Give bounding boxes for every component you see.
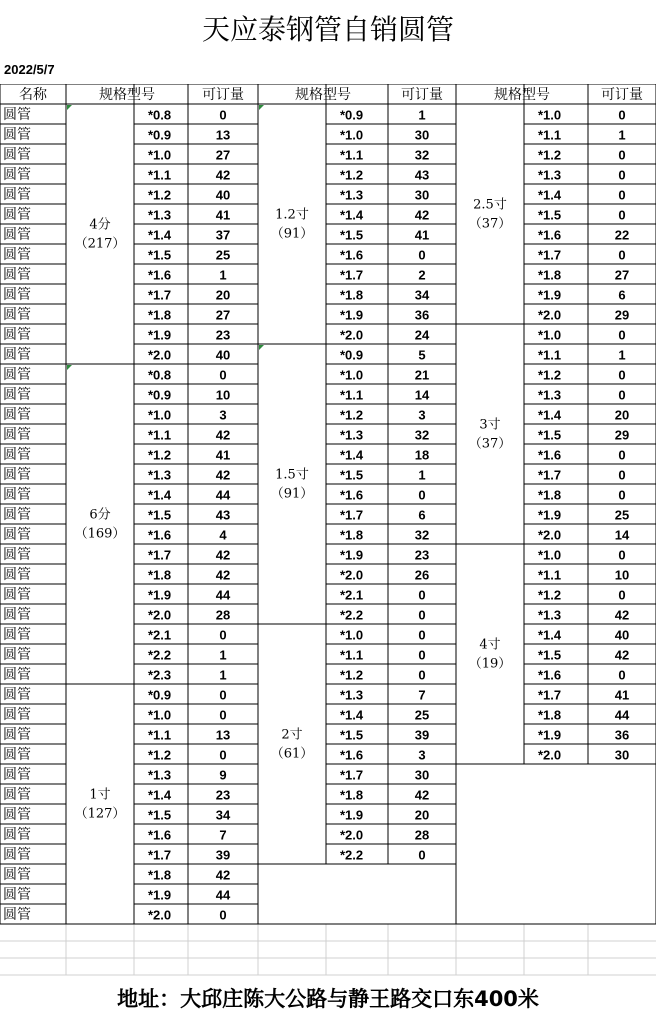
spec-value[interactable]: *2.2 [340, 607, 364, 623]
spec-value[interactable]: *1.6 [538, 667, 562, 683]
spec-value[interactable]: *1.6 [148, 527, 172, 543]
item-name[interactable]: 圆管 [3, 247, 31, 263]
spec-value[interactable]: *1.9 [340, 807, 364, 823]
spec-value[interactable]: *1.6 [340, 247, 364, 263]
spec-value[interactable]: *2.1 [148, 627, 172, 643]
pipe-size-label[interactable]: 1.2寸 [275, 207, 309, 223]
date-cell[interactable]: 2022/5/7 [4, 62, 55, 77]
quantity-value[interactable]: 0 [618, 207, 626, 223]
spec-value[interactable]: *1.9 [538, 287, 562, 303]
quantity-value[interactable]: 5 [418, 347, 426, 363]
item-name[interactable]: 圆管 [3, 567, 31, 583]
item-name[interactable]: 圆管 [3, 507, 31, 523]
quantity-value[interactable]: 43 [215, 507, 231, 523]
spec-value[interactable]: *1.1 [148, 167, 172, 183]
spec-value[interactable]: *1.1 [148, 727, 172, 743]
quantity-value[interactable]: 44 [215, 587, 231, 603]
quantity-value[interactable]: 1 [618, 347, 626, 363]
spec-value[interactable]: *1.4 [148, 487, 172, 503]
spec-value[interactable]: *1.4 [538, 187, 562, 203]
spec-value[interactable]: *2.0 [538, 747, 562, 763]
quantity-value[interactable]: 32 [414, 427, 430, 443]
item-name[interactable]: 圆管 [3, 347, 31, 363]
quantity-value[interactable]: 0 [418, 627, 426, 643]
item-name[interactable]: 圆管 [3, 487, 31, 503]
item-name[interactable]: 圆管 [3, 887, 31, 903]
spec-value[interactable]: *2.0 [148, 347, 172, 363]
quantity-value[interactable]: 21 [414, 367, 430, 383]
spec-value[interactable]: *1.0 [340, 627, 364, 643]
spec-value[interactable]: *1.2 [340, 667, 364, 683]
quantity-value[interactable]: 34 [414, 287, 430, 303]
quantity-value[interactable]: 1 [418, 107, 426, 123]
item-name[interactable]: 圆管 [3, 627, 31, 643]
spec-value[interactable]: *2.3 [148, 667, 172, 683]
pipe-size-label[interactable]: 6分 [89, 507, 111, 523]
quantity-value[interactable]: 1 [219, 667, 227, 683]
quantity-value[interactable]: 27 [215, 147, 231, 163]
quantity-value[interactable]: 0 [219, 107, 227, 123]
header-spec[interactable]: 规格型号 [99, 87, 155, 103]
quantity-value[interactable]: 3 [418, 747, 426, 763]
spec-value[interactable]: *1.7 [148, 547, 172, 563]
quantity-value[interactable]: 40 [215, 187, 231, 203]
spec-value[interactable]: *1.4 [538, 407, 562, 423]
quantity-value[interactable]: 0 [418, 247, 426, 263]
quantity-value[interactable]: 10 [215, 387, 231, 403]
spec-value[interactable]: *1.8 [340, 527, 364, 543]
spec-value[interactable]: *1.6 [538, 447, 562, 463]
item-name[interactable]: 圆管 [3, 867, 31, 883]
spec-value[interactable]: *1.9 [340, 307, 364, 323]
quantity-value[interactable]: 0 [418, 607, 426, 623]
pipe-size-total[interactable]: （127） [74, 806, 126, 822]
spec-value[interactable]: *1.5 [340, 467, 364, 483]
quantity-value[interactable]: 30 [614, 747, 630, 763]
spec-value[interactable]: *1.8 [148, 867, 172, 883]
spec-value[interactable]: *1.2 [148, 747, 172, 763]
quantity-value[interactable]: 25 [614, 507, 630, 523]
spec-value[interactable]: *2.0 [148, 907, 172, 923]
quantity-value[interactable]: 7 [219, 827, 227, 843]
item-name[interactable]: 圆管 [3, 547, 31, 563]
spec-value[interactable]: *1.9 [148, 887, 172, 903]
quantity-value[interactable]: 6 [618, 287, 626, 303]
spec-value[interactable]: *1.4 [148, 227, 172, 243]
quantity-value[interactable]: 4 [219, 527, 227, 543]
spec-value[interactable]: *1.7 [148, 847, 172, 863]
quantity-value[interactable]: 39 [414, 727, 430, 743]
spec-value[interactable]: *1.0 [148, 707, 172, 723]
item-name[interactable]: 圆管 [3, 607, 31, 623]
spec-value[interactable]: *1.0 [148, 147, 172, 163]
quantity-value[interactable]: 2 [418, 267, 426, 283]
spec-value[interactable]: *1.7 [340, 767, 364, 783]
quantity-value[interactable]: 42 [614, 607, 630, 623]
quantity-value[interactable]: 23 [215, 787, 231, 803]
cell-note-marker [67, 365, 72, 370]
item-name[interactable]: 圆管 [3, 787, 31, 803]
spec-value[interactable]: *1.5 [340, 727, 364, 743]
spec-value[interactable]: *1.2 [538, 587, 562, 603]
quantity-value[interactable]: 0 [219, 367, 227, 383]
quantity-value[interactable]: 39 [215, 847, 231, 863]
pipe-size-total[interactable]: （37） [468, 216, 512, 232]
spec-value[interactable]: *2.0 [340, 827, 364, 843]
spec-value[interactable]: *1.4 [340, 207, 364, 223]
quantity-value[interactable]: 27 [614, 267, 630, 283]
quantity-value[interactable]: 0 [618, 107, 626, 123]
spec-value[interactable]: *2.0 [340, 327, 364, 343]
quantity-value[interactable]: 40 [614, 627, 630, 643]
spec-value[interactable]: *0.8 [148, 367, 172, 383]
header-spec[interactable]: 规格型号 [494, 87, 550, 103]
spec-value[interactable]: *1.3 [538, 387, 562, 403]
quantity-value[interactable]: 6 [418, 507, 426, 523]
pipe-size-total[interactable]: （61） [270, 746, 314, 762]
item-name[interactable]: 圆管 [3, 147, 31, 163]
item-name[interactable]: 圆管 [3, 707, 31, 723]
quantity-value[interactable]: 29 [614, 427, 630, 443]
item-name[interactable]: 圆管 [3, 827, 31, 843]
spec-value[interactable]: *1.1 [340, 147, 364, 163]
spec-value[interactable]: *1.8 [148, 567, 172, 583]
item-name[interactable]: 圆管 [3, 587, 31, 603]
quantity-value[interactable]: 27 [215, 307, 231, 323]
quantity-value[interactable]: 41 [414, 227, 430, 243]
spec-value[interactable]: *1.5 [538, 427, 562, 443]
item-name[interactable]: 圆管 [3, 167, 31, 183]
item-name[interactable]: 圆管 [3, 527, 31, 543]
spec-value[interactable]: *1.1 [538, 347, 562, 363]
quantity-value[interactable]: 0 [618, 467, 626, 483]
quantity-value[interactable]: 42 [215, 567, 231, 583]
spec-value[interactable]: *0.9 [148, 387, 172, 403]
inventory-table [0, 84, 656, 984]
item-name[interactable]: 圆管 [3, 807, 31, 823]
quantity-value[interactable]: 1 [418, 467, 426, 483]
spec-value[interactable]: *1.5 [538, 647, 562, 663]
pipe-size-total[interactable]: （217） [74, 236, 126, 252]
spec-value[interactable]: *1.1 [340, 387, 364, 403]
spec-value[interactable]: *1.7 [538, 687, 562, 703]
quantity-value[interactable]: 18 [414, 447, 430, 463]
quantity-value[interactable]: 0 [219, 627, 227, 643]
item-name[interactable]: 圆管 [3, 727, 31, 743]
spec-value[interactable]: *1.8 [538, 487, 562, 503]
spec-value[interactable]: *0.9 [340, 107, 364, 123]
spec-value[interactable]: *1.8 [538, 707, 562, 723]
quantity-value[interactable]: 41 [215, 207, 231, 223]
quantity-value[interactable]: 40 [215, 347, 231, 363]
spec-value[interactable]: *1.7 [538, 247, 562, 263]
spec-value[interactable]: *1.4 [340, 707, 364, 723]
quantity-value[interactable]: 0 [418, 647, 426, 663]
spec-value[interactable]: *1.8 [148, 307, 172, 323]
quantity-value[interactable]: 14 [614, 527, 630, 543]
cell-note-marker [259, 345, 264, 350]
spec-value[interactable]: *1.9 [148, 327, 172, 343]
item-name[interactable]: 圆管 [3, 127, 31, 143]
spec-value[interactable]: *1.3 [148, 207, 172, 223]
item-name[interactable]: 圆管 [3, 447, 31, 463]
item-name[interactable]: 圆管 [3, 847, 31, 863]
pipe-size-label[interactable]: 1.5寸 [275, 467, 309, 483]
spec-value[interactable]: *1.2 [148, 187, 172, 203]
spec-value[interactable]: *2.2 [148, 647, 172, 663]
cell-note-marker [259, 105, 264, 110]
spec-value[interactable]: *2.0 [538, 307, 562, 323]
spec-value[interactable]: *2.1 [340, 587, 364, 603]
quantity-value[interactable]: 25 [215, 247, 231, 263]
item-name[interactable]: 圆管 [3, 907, 31, 923]
spec-value[interactable]: *1.7 [148, 287, 172, 303]
spec-value[interactable]: *1.0 [340, 367, 364, 383]
quantity-value[interactable]: 28 [215, 607, 231, 623]
spec-value[interactable]: *1.5 [538, 207, 562, 223]
pipe-size-total[interactable]: （169） [74, 526, 126, 542]
quantity-value[interactable]: 1 [618, 127, 626, 143]
spec-value[interactable]: *1.8 [538, 267, 562, 283]
spec-value[interactable]: *1.5 [148, 807, 172, 823]
item-name[interactable]: 圆管 [3, 687, 31, 703]
item-name[interactable]: 圆管 [3, 747, 31, 763]
quantity-value[interactable]: 36 [614, 727, 630, 743]
header-qty[interactable]: 可订量 [601, 87, 643, 103]
spec-value[interactable]: *1.8 [340, 287, 364, 303]
spec-value[interactable]: *1.1 [538, 567, 562, 583]
header-name[interactable]: 名称 [19, 87, 47, 103]
pipe-size-label[interactable]: 4分 [89, 217, 111, 233]
spec-value[interactable]: *1.2 [538, 147, 562, 163]
spec-value[interactable]: *1.9 [538, 727, 562, 743]
quantity-value[interactable]: 0 [618, 147, 626, 163]
spec-value[interactable]: *0.9 [148, 127, 172, 143]
quantity-value[interactable]: 42 [215, 427, 231, 443]
item-name[interactable]: 圆管 [3, 667, 31, 683]
spec-value[interactable]: *1.3 [538, 167, 562, 183]
spec-value[interactable]: *0.9 [148, 687, 172, 703]
item-name[interactable]: 圆管 [3, 327, 31, 343]
quantity-value[interactable]: 24 [414, 327, 430, 343]
quantity-value[interactable]: 44 [215, 887, 231, 903]
quantity-value[interactable]: 0 [618, 447, 626, 463]
item-name[interactable]: 圆管 [3, 227, 31, 243]
spec-value[interactable]: *2.2 [340, 847, 364, 863]
quantity-value[interactable]: 0 [418, 847, 426, 863]
pipe-size-label[interactable]: 3寸 [479, 417, 501, 433]
spec-value[interactable]: *1.2 [538, 367, 562, 383]
quantity-value[interactable]: 32 [414, 527, 430, 543]
quantity-value[interactable]: 0 [618, 667, 626, 683]
spec-value[interactable]: *1.8 [340, 787, 364, 803]
quantity-value[interactable]: 30 [414, 187, 430, 203]
pipe-size-label[interactable]: 2寸 [281, 727, 303, 743]
quantity-value[interactable]: 0 [219, 687, 227, 703]
quantity-value[interactable]: 30 [414, 127, 430, 143]
spec-value[interactable]: *1.6 [148, 827, 172, 843]
spec-value[interactable]: *1.4 [148, 787, 172, 803]
quantity-value[interactable]: 14 [414, 387, 430, 403]
pipe-size-total[interactable]: （91） [270, 226, 314, 242]
spec-value[interactable]: *1.3 [148, 767, 172, 783]
spec-value[interactable]: *1.6 [340, 487, 364, 503]
pipe-size-label[interactable]: 1寸 [89, 787, 111, 803]
item-name[interactable]: 圆管 [3, 207, 31, 223]
spec-value[interactable]: *1.1 [340, 647, 364, 663]
quantity-value[interactable]: 0 [418, 487, 426, 503]
header-qty[interactable]: 可订量 [202, 87, 244, 103]
sheet-title: 天应泰钢管自销圆管 [201, 13, 454, 46]
item-name[interactable]: 圆管 [3, 267, 31, 283]
spec-value[interactable]: *1.0 [538, 107, 562, 123]
spec-value[interactable]: *1.1 [148, 427, 172, 443]
quantity-value[interactable]: 32 [414, 147, 430, 163]
spec-value[interactable]: *1.7 [538, 467, 562, 483]
quantity-value[interactable]: 0 [618, 367, 626, 383]
item-name[interactable]: 圆管 [3, 427, 31, 443]
spec-value[interactable]: *1.4 [538, 627, 562, 643]
item-name[interactable]: 圆管 [3, 407, 31, 423]
spec-value[interactable]: *1.3 [538, 607, 562, 623]
spec-value[interactable]: *1.0 [538, 327, 562, 343]
spec-value[interactable]: *1.2 [340, 167, 364, 183]
quantity-value[interactable]: 0 [618, 327, 626, 343]
spec-value[interactable]: *1.0 [148, 407, 172, 423]
quantity-value[interactable]: 25 [414, 707, 430, 723]
quantity-value[interactable]: 0 [219, 747, 227, 763]
quantity-value[interactable]: 28 [414, 827, 430, 843]
quantity-value[interactable]: 1 [219, 647, 227, 663]
quantity-value[interactable]: 0 [618, 547, 626, 563]
quantity-value[interactable]: 20 [215, 287, 231, 303]
quantity-value[interactable]: 0 [618, 587, 626, 603]
spec-value[interactable]: *1.1 [538, 127, 562, 143]
quantity-value[interactable]: 0 [219, 907, 227, 923]
spec-value[interactable]: *1.3 [340, 427, 364, 443]
cell-note-marker [67, 105, 72, 110]
header-qty[interactable]: 可订量 [401, 87, 443, 103]
quantity-value[interactable]: 42 [614, 647, 630, 663]
quantity-value[interactable]: 43 [414, 167, 430, 183]
address-footer: 地址：大邱庄陈大公路与静王路交口东400米 [117, 987, 539, 1011]
spec-value[interactable]: *1.9 [538, 507, 562, 523]
quantity-value[interactable]: 0 [618, 487, 626, 503]
spec-value[interactable]: *1.0 [538, 547, 562, 563]
quantity-value[interactable]: 0 [618, 387, 626, 403]
quantity-value[interactable]: 0 [618, 167, 626, 183]
pipe-size-total[interactable]: （91） [270, 486, 314, 502]
header-spec[interactable]: 规格型号 [295, 87, 351, 103]
item-name[interactable]: 圆管 [3, 387, 31, 403]
spec-value[interactable]: *1.9 [148, 587, 172, 603]
quantity-value[interactable]: 34 [215, 807, 231, 823]
quantity-value[interactable]: 0 [418, 587, 426, 603]
spec-value[interactable]: *1.7 [340, 507, 364, 523]
item-name[interactable]: 圆管 [3, 107, 31, 123]
quantity-value[interactable]: 0 [219, 707, 227, 723]
item-name[interactable]: 圆管 [3, 307, 31, 323]
spec-value[interactable]: *0.8 [148, 107, 172, 123]
spec-value[interactable]: *2.0 [538, 527, 562, 543]
quantity-value[interactable]: 3 [219, 407, 227, 423]
quantity-value[interactable]: 37 [215, 227, 231, 243]
quantity-value[interactable]: 30 [414, 767, 430, 783]
quantity-value[interactable]: 42 [215, 467, 231, 483]
quantity-value[interactable]: 13 [215, 127, 231, 143]
spec-value[interactable]: *1.0 [340, 127, 364, 143]
spec-value[interactable]: *1.3 [340, 187, 364, 203]
quantity-value[interactable]: 42 [414, 787, 430, 803]
spec-value[interactable]: *1.9 [340, 547, 364, 563]
quantity-value[interactable]: 42 [215, 867, 231, 883]
pipe-size-label[interactable]: 4寸 [479, 637, 501, 653]
item-name[interactable]: 圆管 [3, 367, 31, 383]
spec-value[interactable]: *1.2 [148, 447, 172, 463]
quantity-value[interactable]: 26 [414, 567, 430, 583]
quantity-value[interactable]: 23 [215, 327, 231, 343]
pipe-size-total[interactable]: （37） [468, 436, 512, 452]
quantity-value[interactable]: 3 [418, 407, 426, 423]
quantity-value[interactable]: 36 [414, 307, 430, 323]
quantity-value[interactable]: 13 [215, 727, 231, 743]
quantity-value[interactable]: 20 [614, 407, 630, 423]
quantity-value[interactable]: 10 [614, 567, 630, 583]
pipe-size-total[interactable]: （19） [468, 656, 512, 672]
quantity-value[interactable]: 29 [614, 307, 630, 323]
quantity-value[interactable]: 9 [219, 767, 227, 783]
spec-value[interactable]: *1.4 [340, 447, 364, 463]
item-name[interactable]: 圆管 [3, 767, 31, 783]
item-name[interactable]: 圆管 [3, 647, 31, 663]
quantity-value[interactable]: 44 [215, 487, 231, 503]
quantity-value[interactable]: 42 [414, 207, 430, 223]
spec-value[interactable]: *1.3 [148, 467, 172, 483]
spec-value[interactable]: *1.5 [148, 247, 172, 263]
quantity-value[interactable]: 22 [614, 227, 630, 243]
quantity-value[interactable]: 23 [414, 547, 430, 563]
quantity-value[interactable]: 41 [215, 447, 231, 463]
quantity-value[interactable]: 42 [215, 547, 231, 563]
item-name[interactable]: 圆管 [3, 187, 31, 203]
spec-value[interactable]: *1.6 [340, 747, 364, 763]
quantity-value[interactable]: 7 [418, 687, 426, 703]
spec-value[interactable]: *1.6 [538, 227, 562, 243]
spec-value[interactable]: *2.0 [148, 607, 172, 623]
item-name[interactable]: 圆管 [3, 467, 31, 483]
spec-value[interactable]: *1.5 [340, 227, 364, 243]
spec-value[interactable]: *1.3 [340, 687, 364, 703]
quantity-value[interactable]: 0 [618, 247, 626, 263]
quantity-value[interactable]: 0 [418, 667, 426, 683]
spec-value[interactable]: *1.5 [148, 507, 172, 523]
spec-value[interactable]: *2.0 [340, 567, 364, 583]
item-name[interactable]: 圆管 [3, 287, 31, 303]
pipe-size-label[interactable]: 2.5寸 [473, 197, 507, 213]
quantity-value[interactable]: 44 [614, 707, 630, 723]
quantity-value[interactable]: 0 [618, 187, 626, 203]
quantity-value[interactable]: 1 [219, 267, 227, 283]
spec-value[interactable]: *0.9 [340, 347, 364, 363]
quantity-value[interactable]: 42 [215, 167, 231, 183]
spec-value[interactable]: *1.2 [340, 407, 364, 423]
quantity-value[interactable]: 20 [414, 807, 430, 823]
spec-value[interactable]: *1.7 [340, 267, 364, 283]
quantity-value[interactable]: 41 [614, 687, 630, 703]
spec-value[interactable]: *1.6 [148, 267, 172, 283]
